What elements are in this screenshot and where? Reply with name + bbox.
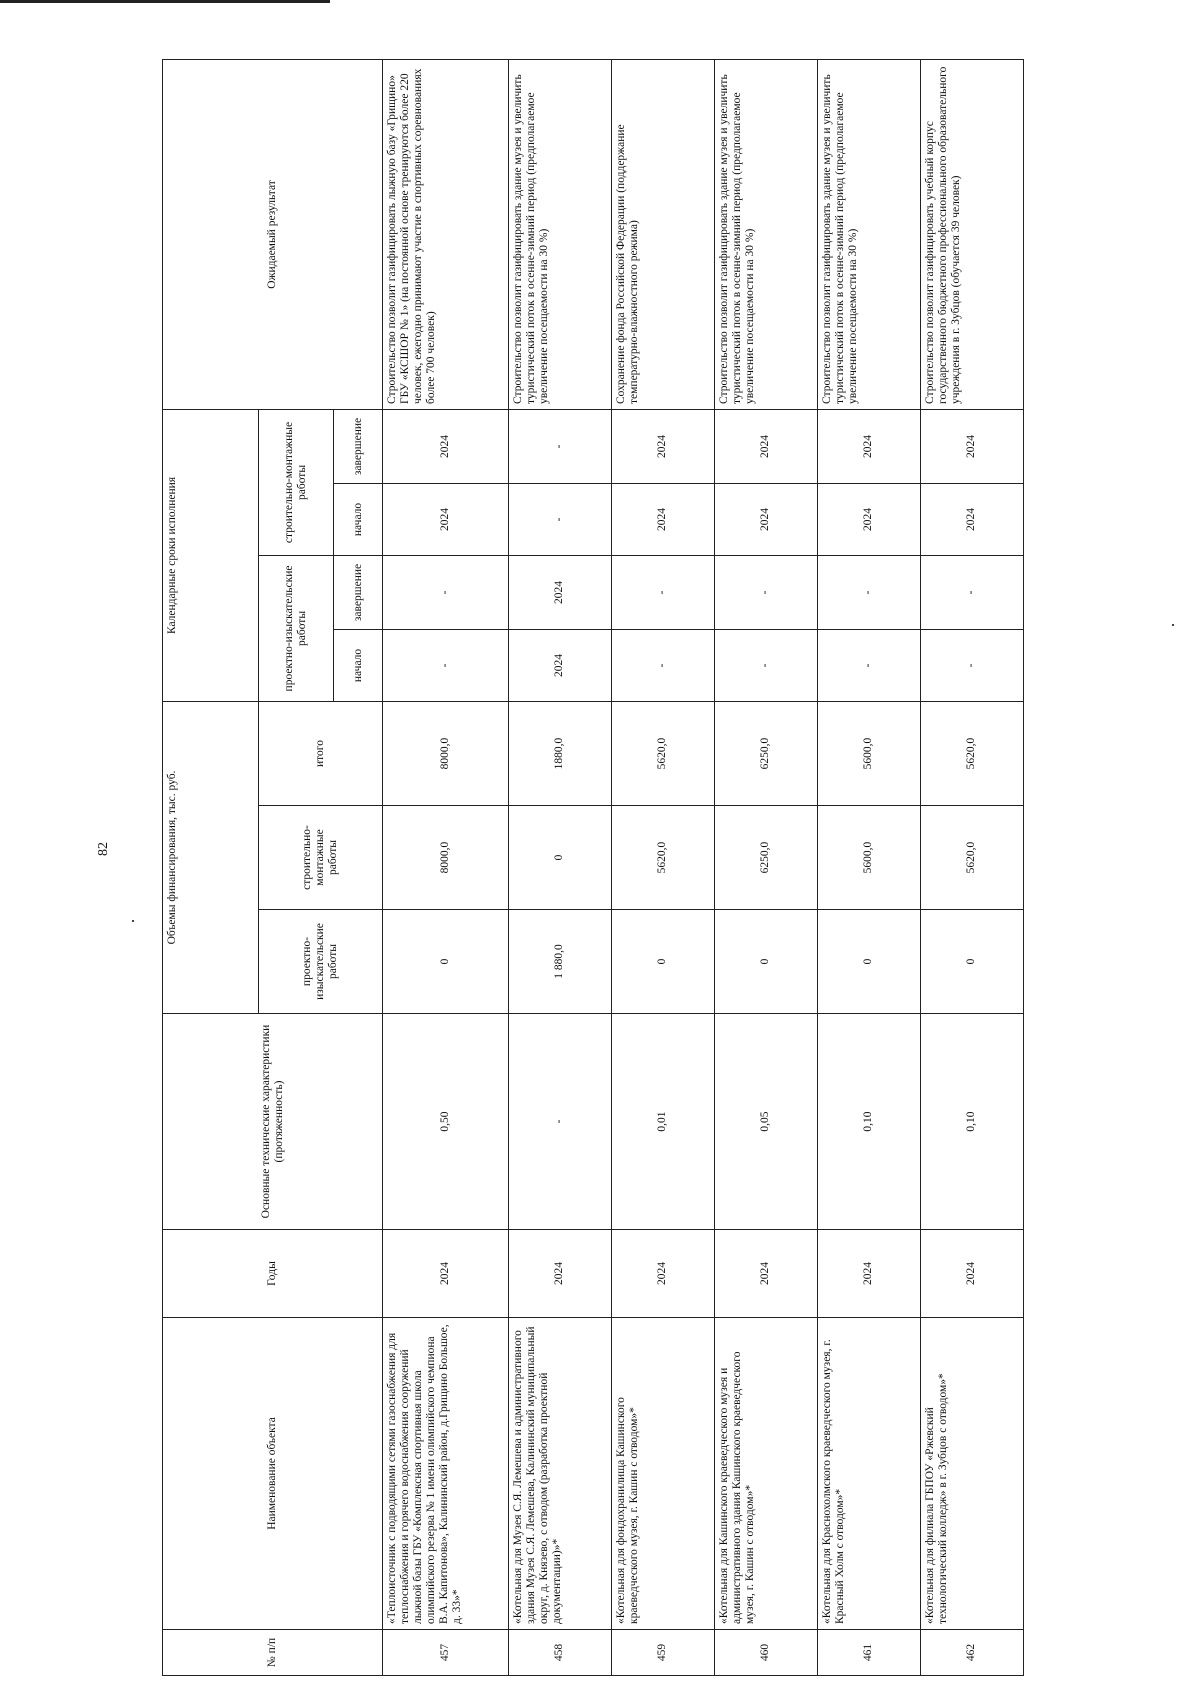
row-fund-construction: 0 [508, 806, 611, 910]
row-design-start: - [611, 629, 714, 701]
row-design-start: 2024 [508, 629, 611, 701]
row-spec: 0,05 [714, 1014, 817, 1230]
row-fund-design: 0 [920, 910, 1023, 1014]
row-fund-construction: 8000,0 [383, 806, 508, 910]
table-row [383, 59, 508, 1675]
row-years: 2024 [383, 1230, 508, 1318]
header-num: № п/п [163, 1630, 383, 1676]
header-years: Годы [163, 1230, 383, 1318]
header-design-start: начало [334, 629, 383, 701]
row-num: 462 [920, 1630, 1023, 1676]
row-years: 2024 [508, 1230, 611, 1318]
header-result: Ожидаемый результат [163, 59, 383, 409]
row-num: 459 [611, 1630, 714, 1676]
row-constr-start: 2024 [383, 483, 508, 555]
row-spec: 0,01 [611, 1014, 714, 1230]
header-specs: Основные технические характеристики (протяженность) [163, 1014, 383, 1230]
row-result: Строительство позволит газифицировать учебный корпус государственного бюджетного профессионального образовательного учреждения в г. Зубцов (обучается 39 человек) [920, 59, 1023, 409]
table-row [508, 59, 611, 1675]
row-name: «Котельная для фондохранилища Кашинского краеведческого музея, г. Кашин с отводом»* [611, 1318, 714, 1630]
row-fund-design: 0 [383, 910, 508, 1014]
row-result: Строительство позволит газифицировать здание музея и увеличить туристический поток в осенне-зимний период (предполагаемое увеличение посещаемости на 30 %) [508, 59, 611, 409]
row-constr-end: 2024 [383, 409, 508, 483]
table-row [817, 59, 920, 1675]
row-design-end: - [817, 555, 920, 629]
row-fund-design: 1 880,0 [508, 910, 611, 1014]
row-name: «Теплоисточник с подводящими сетями газоснабжения для теплоснабжения и горячего водоснабжения сооружений лыжной базы ГБУ «Комплексная спортивная школа олимпийского резерва № 1 имени олимпийского чемпиона В.А. Капитонова», Калининский район, д.Грищино Большое, д. 33»* [383, 1318, 508, 1630]
objects-table [162, 59, 1024, 1676]
row-years: 2024 [714, 1230, 817, 1318]
row-num: 458 [508, 1630, 611, 1676]
row-name: «Котельная для филиала ГБПОУ «Ржевский технологический колледж» в г. Зубцов с отводом»* [920, 1318, 1023, 1630]
row-constr-end: 2024 [817, 409, 920, 483]
header-name: Наименование объекта [163, 1318, 383, 1630]
row-fund-design: 0 [714, 910, 817, 1014]
row-years: 2024 [920, 1230, 1023, 1318]
scan-speck [1172, 624, 1174, 626]
row-spec: 0,10 [817, 1014, 920, 1230]
row-result: Строительство позволит газифицировать лыжную базу «Грищино» ГБУ «КСШОР № 1» (на постоянной основе тренируются более 220 человек, ежегодно принимают участие в спортивных соревнованиях более 700 человек) [383, 59, 508, 409]
row-num: 461 [817, 1630, 920, 1676]
row-design-start: - [817, 629, 920, 701]
row-spec: - [508, 1014, 611, 1230]
row-constr-start: 2024 [611, 483, 714, 555]
row-name: «Котельная для Краснохолмского краеведческого музея, г. Красный Холм с отводом»* [817, 1318, 920, 1630]
header-schedule-construction: строительно-монтажные работы [258, 409, 333, 555]
page-number: 82 [96, 842, 111, 856]
header-funding-construction: строительно-монтажные работы [258, 806, 382, 910]
header-funding-total: итого [258, 701, 382, 805]
row-design-start: - [920, 629, 1023, 701]
row-fund-design: 0 [817, 910, 920, 1014]
row-fund-total: 5600,0 [817, 701, 920, 805]
row-design-end: - [611, 555, 714, 629]
row-years: 2024 [611, 1230, 714, 1318]
row-fund-construction: 5620,0 [611, 806, 714, 910]
row-constr-start: 2024 [920, 483, 1023, 555]
row-spec: 0,10 [920, 1014, 1023, 1230]
row-fund-construction: 6250,0 [714, 806, 817, 910]
row-constr-start: 2024 [817, 483, 920, 555]
row-fund-construction: 5600,0 [817, 806, 920, 910]
header-schedule: Календарные сроки исполнения [163, 409, 259, 701]
header-design-end: завершение [334, 555, 383, 629]
row-result: Строительство позволит газифицировать здание музея и увеличить туристический поток в осенне-зимний период (предполагаемое увеличение посещаемости на 30 %) [714, 59, 817, 409]
header-funding-design: проектно-изыскательские работы [258, 910, 382, 1014]
rotated-page-content [162, 60, 1024, 1676]
header-row-1 [163, 59, 259, 1675]
row-fund-total: 5620,0 [920, 701, 1023, 805]
row-design-end: - [714, 555, 817, 629]
header-schedule-design: проектно-изыскательские работы [258, 555, 333, 701]
row-constr-start: - [508, 483, 611, 555]
table-row [714, 59, 817, 1675]
header-construction-end: завершение [334, 409, 383, 483]
row-fund-total: 6250,0 [714, 701, 817, 805]
row-constr-start: 2024 [714, 483, 817, 555]
row-design-end: 2024 [508, 555, 611, 629]
row-years: 2024 [817, 1230, 920, 1318]
row-constr-end: 2024 [611, 409, 714, 483]
row-constr-end: - [508, 409, 611, 483]
row-design-start: - [714, 629, 817, 701]
scan-edge-mark [0, 0, 330, 3]
row-design-end: - [920, 555, 1023, 629]
row-result: Строительство позволит газифицировать здание музея и увеличить туристический поток в осенне-зимний период (предполагаемое увеличение посещаемости на 30 %) [817, 59, 920, 409]
scan-speck [132, 920, 134, 922]
row-fund-total: 5620,0 [611, 701, 714, 805]
header-construction-start: начало [334, 483, 383, 555]
row-spec: 0,50 [383, 1014, 508, 1230]
row-fund-total: 8000,0 [383, 701, 508, 805]
table-row [611, 59, 714, 1675]
row-constr-end: 2024 [714, 409, 817, 483]
row-constr-end: 2024 [920, 409, 1023, 483]
table-row [920, 59, 1023, 1675]
row-num: 457 [383, 1630, 508, 1676]
row-design-end: - [383, 555, 508, 629]
header-funding: Объемы финансирования, тыс. руб. [163, 701, 259, 1013]
row-name: «Котельная для Музея С.Я. Лемешева и административного здания Музея С.Я. Лемешева, Калининский муниципальный округ, д. Князево, с отводом (разработка проектной документации)»* [508, 1318, 611, 1630]
row-fund-construction: 5620,0 [920, 806, 1023, 910]
row-name: «Котельная для Кашинского краеведческого музея и административного здания Кашинского краеведческого музея, г. Кашин с отводом»* [714, 1318, 817, 1630]
row-num: 460 [714, 1630, 817, 1676]
row-result: Сохранение фонда Российской Федерации (поддержание температурно-влажностного режима) [611, 59, 714, 409]
row-fund-total: 1880,0 [508, 701, 611, 805]
row-fund-design: 0 [611, 910, 714, 1014]
row-design-start: - [383, 629, 508, 701]
